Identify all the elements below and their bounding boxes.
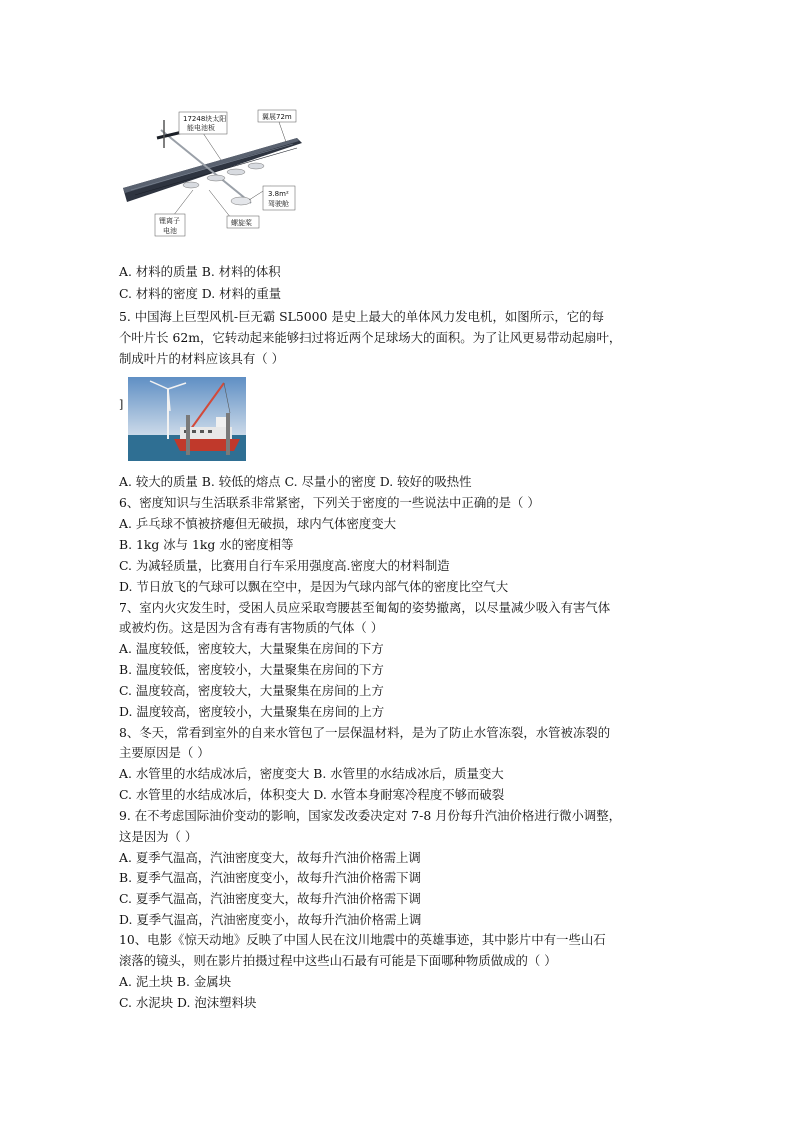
q7-option-d: D. 温度较高，密度较小，大量聚集在房间的上方 (119, 704, 385, 719)
q8-stem-line-2: 主要原因是（ ） (119, 745, 210, 760)
q4-option-line-1: A. 材料的质量 B. 材料的体积 (119, 264, 281, 279)
q6-option-b: B. 1kg 冰与 1kg 水的密度相等 (119, 537, 294, 552)
q8-stem-line-1: 8、冬天，常看到室外的自来水管包了一层保温材料，是为了防止水管冻裂，水管被冻裂的 (119, 725, 611, 740)
q8-option-line-1: A. 水管里的水结成冰后，密度变大 B. 水管里的水结成冰后，质量变大 (119, 766, 504, 781)
q5-stem-line-1: 5. 中国海上巨型风机-巨无霸 SL5000 是史上最大的单体风力发电机，如图所示，它的每 (119, 309, 604, 324)
q9-stem-line-1: 9. 在不考虑国际油价变动的影响，国家发改委决定对 7-8 月份每升汽油价格进行微小调整， (119, 808, 622, 823)
q5-option-line-1: A. 较大的质量 B. 较低的熔点 C. 尽量小的密度 D. 较好的吸热性 (119, 474, 472, 489)
q6-option-d: D. 节日放飞的气球可以飘在空中，是因为气球内部气体的密度比空气大 (119, 579, 509, 594)
solar-plane-figure (121, 108, 321, 238)
q7-stem-line-1: 7、室内火灾发生时，受困人员应采取弯腰甚至匍匐的姿势撤离，以尽量减少吸入有害气体 (119, 600, 611, 615)
q5-stem-line-3: 制成叶片的材料应该具有（ ） (119, 351, 285, 366)
q7-stem-line-2: 或被灼伤。这是因为含有毒有害物质的气体（ ） (119, 620, 384, 635)
wingspan-label: 翼展72m (262, 113, 292, 121)
q10-stem-line-2: 滚落的镜头，则在影片拍摄过程中这些山石最有可能是下面哪种物质做成的（ ） (119, 953, 557, 968)
q4-option-line-2: C. 材料的密度 D. 材料的重量 (119, 286, 282, 301)
q7-option-c: C. 温度较高，密度较大，大量聚集在房间的上方 (119, 683, 384, 698)
q10-option-line-1: A. 泥土块 B. 金属块 (119, 974, 232, 989)
propeller-label: 螺旋桨 (231, 219, 252, 227)
q9-option-a: A. 夏季气温高，汽油密度变大，故每升汽油价格需上调 (119, 850, 421, 865)
wind-turbine-ship-photo (128, 377, 246, 461)
q9-option-c: C. 夏季气温高，汽油密度变大，故每升汽油价格需下调 (119, 891, 421, 906)
q6-stem-line-1: 6、密度知识与生活联系非常紧密，下列关于密度的一些说法中正确的是（ ） (119, 495, 540, 510)
battery-label-2: 电池 (163, 227, 177, 235)
q10-option-line-2: C. 水泥块 D. 泡沫塑料块 (119, 995, 257, 1010)
q6-option-c: C. 为减轻质量，比赛用自行车采用强度高.密度大的材料制造 (119, 558, 450, 573)
q7-option-b: B. 温度较低，密度较小，大量聚集在房间的下方 (119, 662, 384, 677)
cockpit-label-2: 驾驶舱 (268, 200, 289, 208)
figure-mark: ] (119, 398, 124, 411)
q5-stem-line-2: 个叶片长 62m，它转动起来能够扫过将近两个足球场大的面积。为了让风更易带动起扇叶， (119, 330, 622, 345)
q9-option-b: B. 夏季气温高，汽油密度变小，故每升汽油价格需下调 (119, 870, 421, 885)
q9-option-d: D. 夏季气温高，汽油密度变小，故每升汽油价格需上调 (119, 912, 422, 927)
q6-option-a: A. 乒乓球不慎被挤瘪但无破损，球内气体密度变大 (119, 516, 397, 531)
q10-stem-line-1: 10、电影《惊天动地》反映了中国人民在汶川地震中的英雄事迹，其中影片中有一些山石 (119, 932, 606, 947)
solar-cells-label-1: 17248块太阳 (183, 115, 227, 123)
solar-cells-label-2: 能电池板 (187, 124, 215, 132)
battery-label-1: 锂离子 (159, 217, 180, 225)
q8-option-line-2: C. 水管里的水结成冰后，体积变大 D. 水管本身耐寒冷程度不够而破裂 (119, 787, 505, 802)
q9-stem-line-2: 这是因为（ ） (119, 829, 198, 844)
q7-option-a: A. 温度较低，密度较大，大量聚集在房间的下方 (119, 641, 384, 656)
cockpit-label-1: 3.8m² (268, 190, 289, 198)
